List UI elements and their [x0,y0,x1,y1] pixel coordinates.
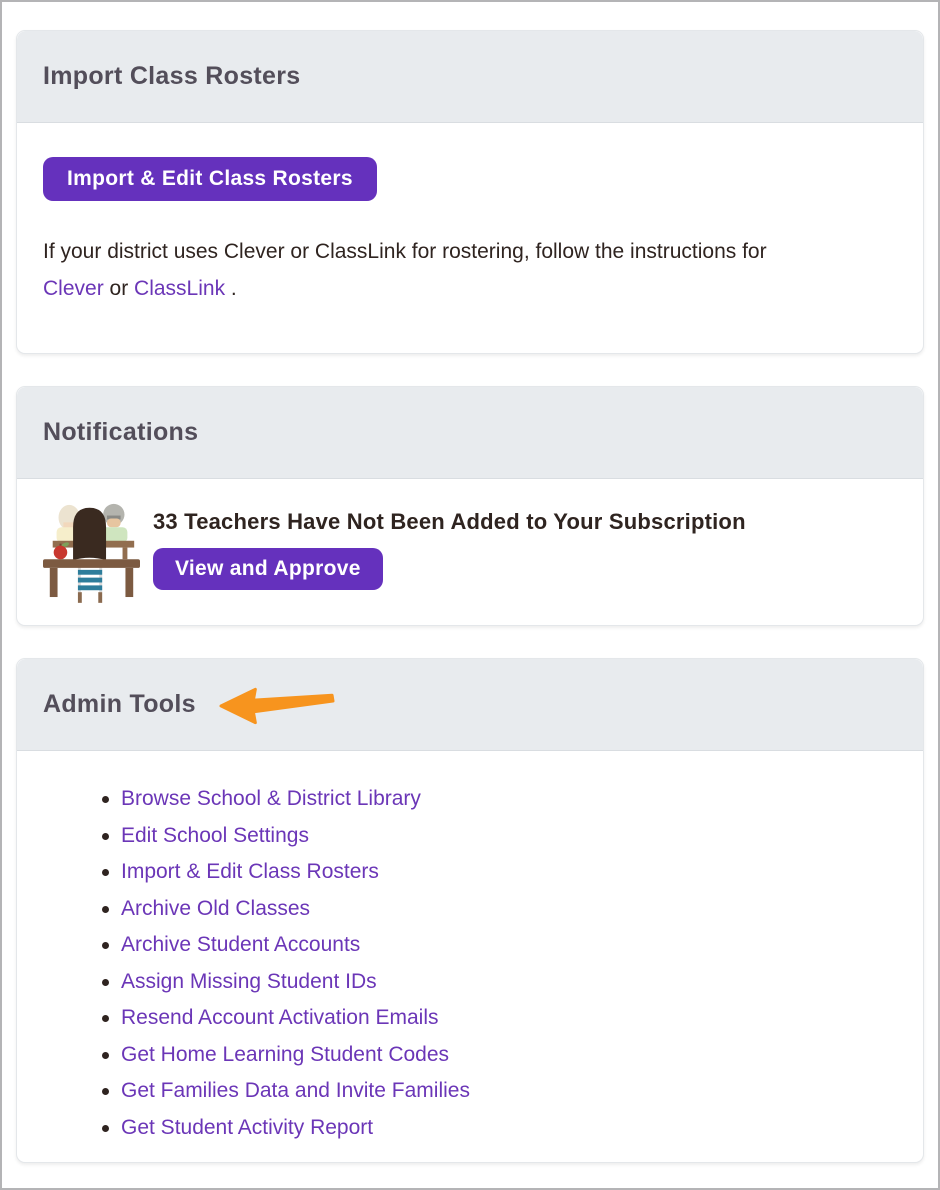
view-and-approve-button[interactable]: View and Approve [153,548,383,590]
admin-tools-list [43,781,897,1146]
import-card-title: Import Class Rosters [43,62,301,90]
list-item [121,964,897,1001]
admin-tools-card-header [17,659,923,751]
admin-tools-card-title: Admin Tools [43,690,196,718]
notification-message: 33 Teachers Have Not Been Added to Your Subscription [153,509,746,534]
import-card-body [17,123,923,353]
import-edit-class-rosters-link[interactable]: Import & Edit Class Rosters [121,860,379,883]
import-edit-class-rosters-button[interactable]: Import & Edit Class Rosters [43,157,377,201]
import-card-header [17,31,923,123]
instructions-text-part3: . [225,277,237,300]
classlink-link[interactable]: ClassLink [134,277,226,300]
get-families-data-invite-families-link[interactable]: Get Families Data and Invite Families [121,1079,470,1102]
instructions-text-part2: or [103,277,135,300]
teacher-at-desk-illustration [43,495,140,609]
get-home-learning-student-codes-link[interactable]: Get Home Learning Student Codes [121,1042,450,1066]
instructions-text-part1: If your district uses Clever or ClassLink for rostering, follow the instructions for [43,240,767,263]
admin-tools-card-body [17,751,923,1162]
list-item [121,891,897,928]
clever-link[interactable]: Clever [43,277,104,300]
list-item [121,1073,897,1110]
list-item [121,1037,897,1074]
list-item [121,927,897,964]
archive-old-classes-link[interactable]: Archive Old Classes [121,896,311,920]
notification-item [153,495,746,590]
assign-missing-student-ids-link[interactable]: Assign Missing Student IDs [121,969,377,993]
list-item [121,1000,897,1037]
get-student-activity-report-link[interactable]: Get Student Activity Report [121,1115,374,1139]
import-class-rosters-card [16,30,924,354]
rostering-instructions-text [43,233,788,307]
list-item [121,781,897,818]
list-item [121,1110,897,1147]
browse-school-district-library-link[interactable]: Browse School & District Library [121,787,421,810]
list-item [121,818,897,855]
admin-tools-card [16,658,924,1163]
list-item [121,854,897,891]
orange-arrow-left-icon [218,684,336,726]
resend-account-activation-emails-link[interactable]: Resend Account Activation Emails [121,1006,439,1029]
edit-school-settings-link[interactable]: Edit School Settings [121,823,309,847]
archive-student-accounts-link[interactable]: Archive Student Accounts [121,933,361,956]
notifications-card [16,386,924,626]
notifications-card-body [17,479,923,625]
notifications-card-title: Notifications [43,418,199,446]
notifications-card-header [17,387,923,479]
